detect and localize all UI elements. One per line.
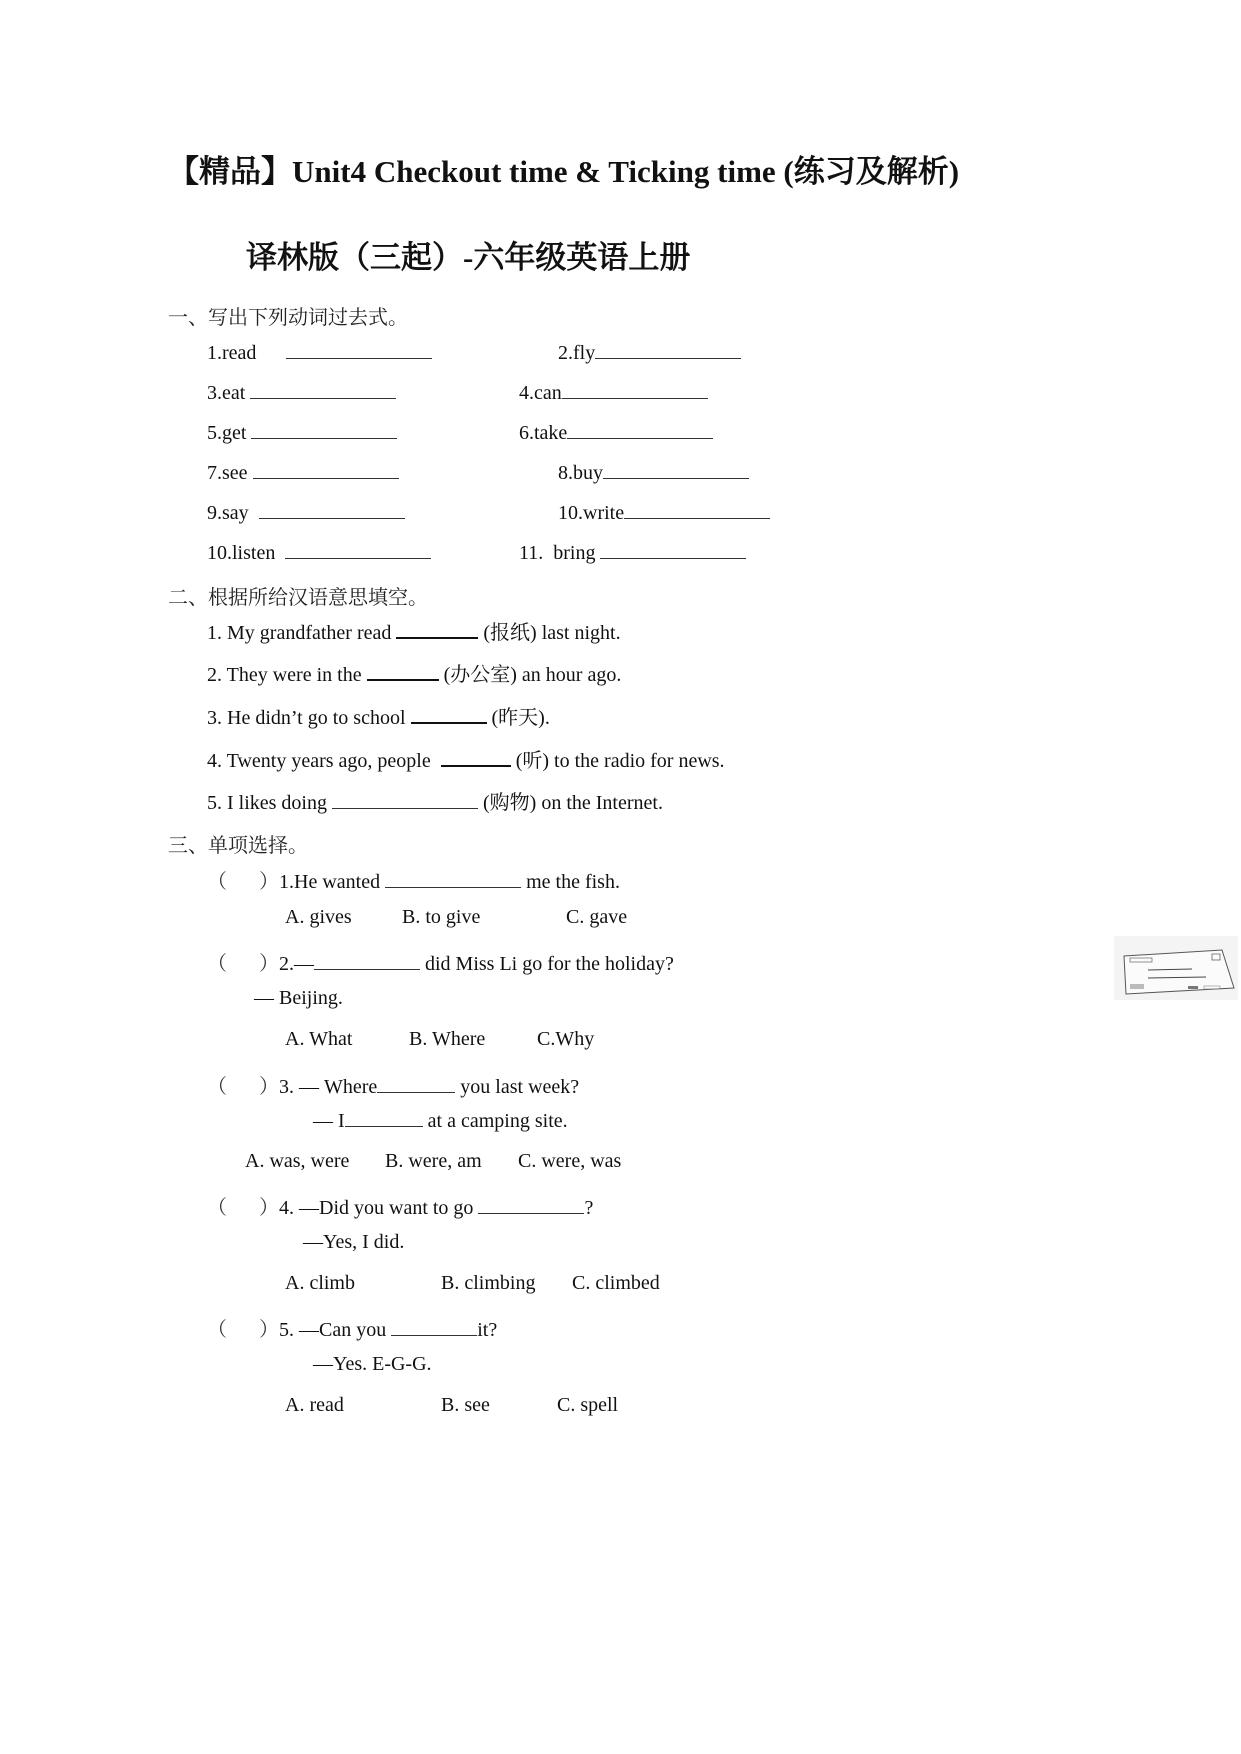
answer-blank[interactable] xyxy=(250,382,396,399)
answer-blank[interactable] xyxy=(251,422,397,439)
answer-blank[interactable] xyxy=(286,342,432,359)
option-a: A. read xyxy=(285,1394,344,1416)
question-4: （ ）4. —Did you want to go ? xyxy=(207,1197,594,1219)
verb-item: 9.say xyxy=(207,502,405,525)
answer-blank[interactable] xyxy=(478,1197,584,1214)
document-subtitle: 译林版（三起）-六年级英语上册 xyxy=(246,240,691,275)
answer-blank[interactable] xyxy=(385,871,521,888)
verb-item: 10.write xyxy=(558,502,770,525)
question-2: （ ）2.— did Miss Li go for the holiday? xyxy=(207,953,674,975)
option-b: B. climbing xyxy=(441,1272,536,1294)
fill-item: 1. My grandfather read (报纸) last night. xyxy=(207,622,621,644)
reply-5: —Yes. E-G-G. xyxy=(313,1353,432,1375)
option-a: A. gives xyxy=(285,906,352,928)
answer-blank[interactable] xyxy=(314,953,420,970)
section3-heading: 三、单项选择。 xyxy=(168,835,308,857)
option-a: A. What xyxy=(285,1028,353,1050)
answer-blank[interactable] xyxy=(259,502,405,519)
verb-item: 2.fly xyxy=(558,342,741,365)
answer-blank[interactable] xyxy=(562,382,708,399)
option-a: A. was, were xyxy=(245,1150,350,1172)
answer-blank[interactable] xyxy=(411,706,487,724)
verb-item: 4.can xyxy=(519,382,708,405)
title-prefix: 【精品】 xyxy=(168,154,292,189)
answer-blank[interactable] xyxy=(345,1110,423,1127)
envelope-icon xyxy=(1114,936,1238,1000)
question-1: （ ）1.He wanted me the fish. xyxy=(207,871,620,893)
verb-item: 1.read xyxy=(207,342,432,365)
reply-3: — I at a camping site. xyxy=(313,1110,568,1132)
option-b: B. see xyxy=(441,1394,490,1416)
answer-blank[interactable] xyxy=(391,1319,477,1336)
fill-item: 4. Twenty years ago, people (听) to the radio for news. xyxy=(207,750,725,772)
verb-item: 8.buy xyxy=(558,462,749,485)
section2-heading: 二、根据所给汉语意思填空。 xyxy=(168,587,428,609)
answer-blank[interactable] xyxy=(441,749,511,767)
options-1 xyxy=(285,906,352,929)
fill-item: 2. They were in the (办公室) an hour ago. xyxy=(207,664,622,686)
option-c: C. gave xyxy=(566,906,628,928)
option-b: B. to give xyxy=(402,906,481,928)
fill-item: 5. I likes doing (购物) on the Internet. xyxy=(207,792,663,814)
answer-blank[interactable] xyxy=(377,1076,455,1093)
option-c: C. climbed xyxy=(572,1272,660,1294)
verb-item: 3.eat xyxy=(207,382,396,405)
answer-blank[interactable] xyxy=(567,422,713,439)
verb-item: 5.get xyxy=(207,422,397,445)
option-c: C. were, was xyxy=(518,1150,622,1172)
document-title xyxy=(168,146,959,191)
answer-blank[interactable] xyxy=(603,462,749,479)
question-5: （ ）5. —Can you it? xyxy=(207,1319,498,1341)
option-a: A. climb xyxy=(285,1272,355,1294)
reply-4: —Yes, I did. xyxy=(303,1231,405,1253)
answer-blank[interactable] xyxy=(396,621,478,639)
verb-item: 10.listen xyxy=(207,542,431,565)
option-c: C.Why xyxy=(537,1028,595,1050)
answer-blank[interactable] xyxy=(332,792,478,809)
verb-item: 7.see xyxy=(207,462,399,485)
answer-blank[interactable] xyxy=(253,462,399,479)
verb-item: 11. bring xyxy=(519,542,746,565)
verb-item: 6.take xyxy=(519,422,713,445)
answer-blank[interactable] xyxy=(600,542,746,559)
answer-blank[interactable] xyxy=(285,542,431,559)
question-3: （ ）3. — Where you last week? xyxy=(207,1076,580,1098)
option-b: B. Where xyxy=(409,1028,486,1050)
fill-item: 3. He didn’t go to school (昨天). xyxy=(207,707,550,729)
section1-heading: 一、写出下列动词过去式。 xyxy=(168,307,408,329)
reply-2: — Beijing. xyxy=(254,987,343,1009)
option-c: C. spell xyxy=(557,1394,619,1416)
option-b: B. were, am xyxy=(385,1150,482,1172)
answer-blank[interactable] xyxy=(367,663,439,681)
title-main: Unit4 Checkout time & Ticking time (练习及解析) xyxy=(292,154,960,189)
answer-blank[interactable] xyxy=(624,502,770,519)
answer-blank[interactable] xyxy=(595,342,741,359)
